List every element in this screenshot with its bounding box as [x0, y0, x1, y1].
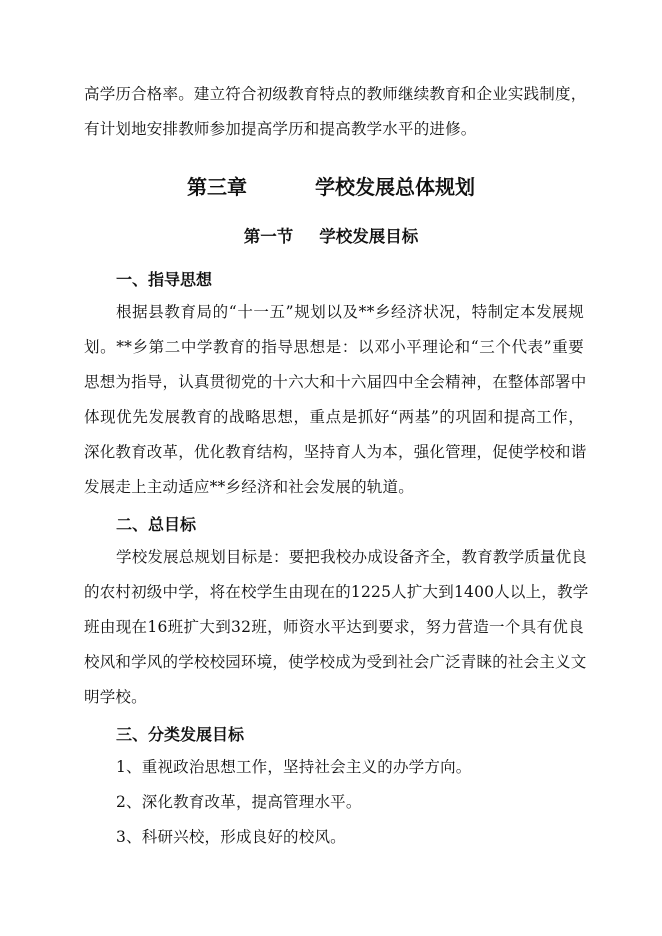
guiding-line-3: 思想为指导，认真贯彻党的十六大和十六届四中全会精神，在整体部署中	[84, 373, 587, 391]
overall-line-5: 明学校。	[84, 688, 147, 706]
chapter-heading	[0, 171, 662, 200]
guiding-line-6: 发展走上主动适应**乡经济和社会发展的轨道。	[84, 478, 414, 496]
chapter-title: 学校发展总体规划	[315, 175, 475, 199]
section-title: 学校发展目标	[319, 227, 419, 246]
overall-line-4: 校风和学风的学校校园环境，使学校成为受到社会广泛青睐的社会主义文	[84, 653, 587, 671]
guiding-line-1: 根据县教育局的“十一五”规划以及**乡经济状况，特制定本发展规	[116, 303, 584, 321]
intro-line-2: 有计划地安排教师参加提高学历和提高教学水平的进修。	[84, 120, 477, 138]
section-number: 第一节	[243, 227, 294, 246]
overall-line-2: 的农村初级中学，将在校学生由现在的1225人扩大到1400人以上，教学	[84, 583, 589, 601]
guiding-line-2: 划。**乡第二中学教育的指导思想是：以邓小平理论和“三个代表”重要	[84, 338, 584, 356]
overall-heading: 二、总目标	[116, 515, 197, 534]
categorized-heading: 三、分类发展目标	[116, 725, 245, 744]
guiding-heading: 一、指导思想	[116, 270, 213, 289]
intro-line-1: 高学历合格率。建立符合初级教育特点的教师继续教育和企业实践制度，	[84, 85, 587, 103]
guiding-line-4: 体现优先发展教育的战略思想，重点是抓好“两基”的巩固和提高工作，	[84, 408, 584, 426]
overall-line-1: 学校发展总规划目标是：要把我校办成设备齐全，教育教学质量优良	[116, 548, 588, 566]
categorized-item-2: 2、深化教育改革，提高管理水平。	[116, 793, 362, 811]
guiding-line-5: 深化教育改革，优化教育结构，坚持育人为本，强化管理，促使学校和谐	[84, 443, 587, 461]
section-heading	[0, 223, 662, 247]
chapter-number: 第三章	[187, 175, 247, 199]
overall-line-3: 班由现在16班扩大到32班，师资水平达到要求，努力营造一个具有优良	[84, 618, 584, 636]
categorized-item-3: 3、科研兴校，形成良好的校风。	[116, 828, 346, 846]
categorized-item-1: 1、重视政治思想工作，坚持社会主义的办学方向。	[116, 758, 472, 776]
